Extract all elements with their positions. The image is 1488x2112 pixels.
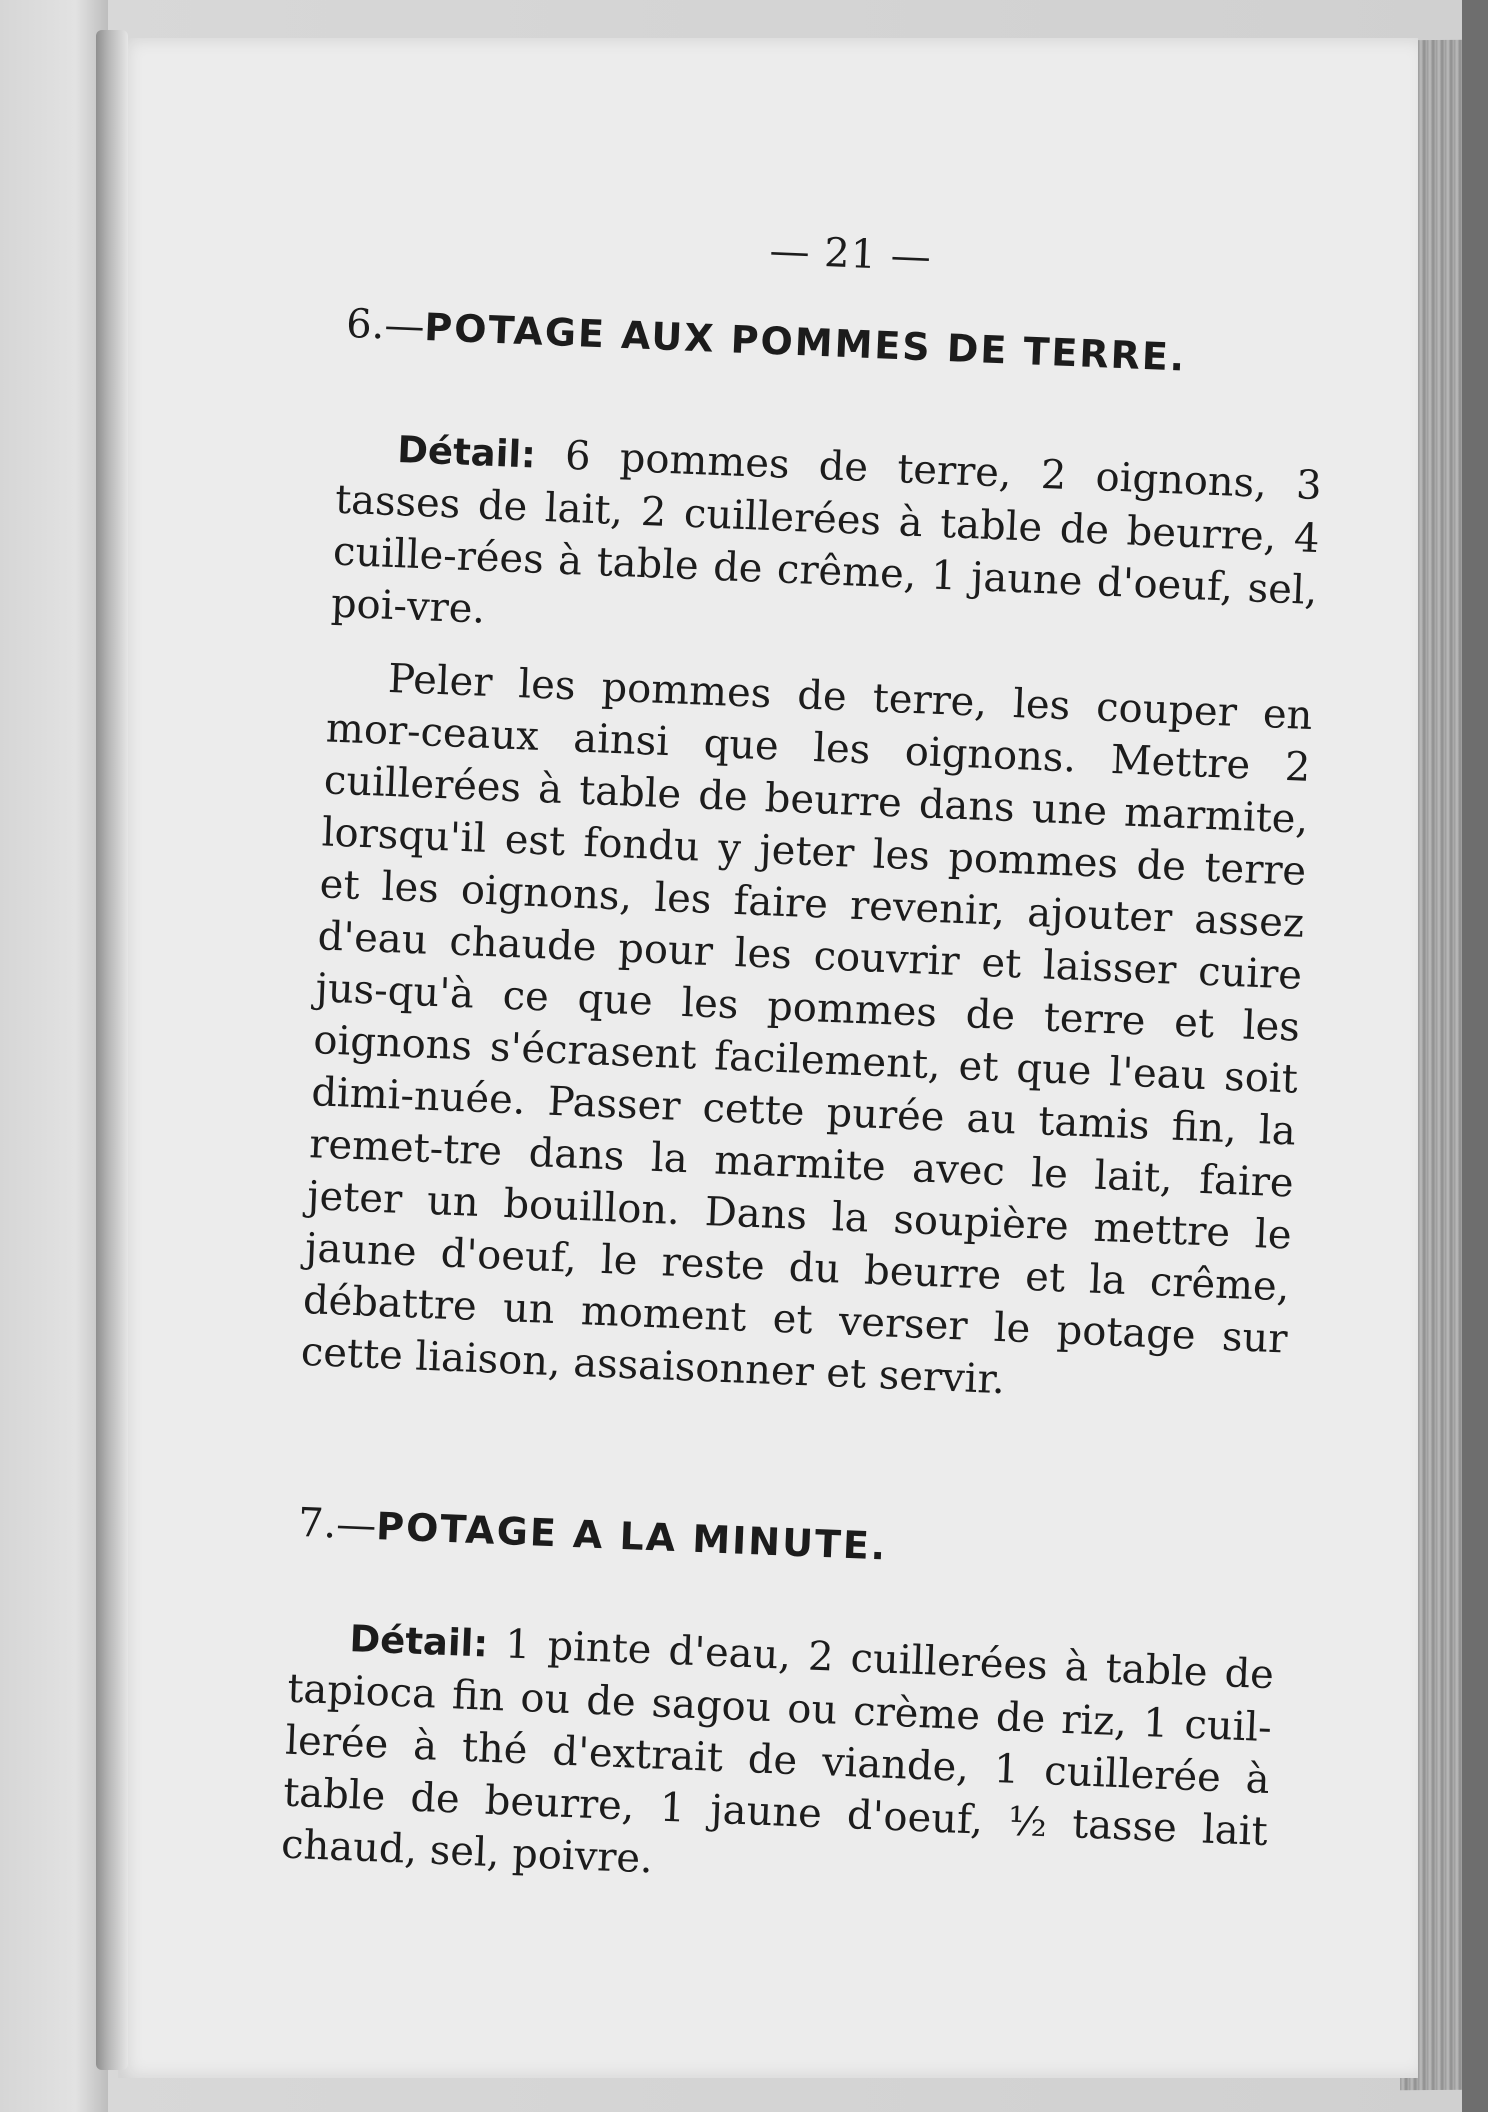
recipe-7-heading [297, 1500, 888, 1570]
book-gutter [96, 30, 128, 2070]
recipe-7-number: 7.— [297, 1499, 378, 1550]
recipe-6-detail [330, 421, 1323, 669]
book-page [118, 38, 1418, 2078]
recipe-7-title: POTAGE A LA MINUTE. [375, 1504, 889, 1569]
recipe-6-detail-label: Détail: [396, 428, 537, 477]
recipe-6-title: POTAGE AUX POMMES DE TERRE. [423, 305, 1188, 380]
book-cover-edge [1462, 0, 1488, 2112]
page-number: — 21 — [768, 227, 933, 281]
page-content [77, 13, 1458, 2104]
recipe-7-detail [280, 1610, 1275, 1910]
recipe-6-number: 6.— [345, 300, 426, 351]
recipe-7-detail-text: 1 pinte d'eau, 2 cuillerées à table de tapioca fin ou de sagou ou crème de riz, 1 cuil-lerée à thé d'extrait de viande, 1 cuillerée à table de beurre, 1 jaune d'oeuf, ½ tasse lait chaud, sel, poivre. [280, 1620, 1275, 1883]
recipe-7-detail-label: Détail: [348, 1617, 489, 1666]
recipe-6-instructions: Peler les pommes de terre, les couper en mor-ceaux ainsi que les oignons. Mettre 2 cuillerées à table de beurre dans une marmite, lorsqu'il est fondu y jeter les pommes de terre et les oignons, les faire revenir, ajouter assez d'eau chaude pour les couvrir et laisser cuire jus-qu'à ce que les pommes de terre et les oignons s'écrasent facilement, et que l'eau soit dimi-nuée. Passer cette purée au tamis fin, la remet-tre dans la marmite avec le lait, faire jeter un bouillon. Dans la soupière mettre le jaune d'oeuf, le reste du beurre et la crême, débattre un moment et verser le potage sur cette liaison, assaisonner et servir. [300, 655, 1314, 1404]
recipe-6-detail-text: 6 pommes de terre, 2 oignons, 3 tasses de lait, 2 cuillerées à table de beurre, 4 cuille-rées à table de crême, 1 jaune d'oeuf, sel, poi-vre. [330, 431, 1323, 633]
recipe-6-heading [345, 301, 1187, 381]
